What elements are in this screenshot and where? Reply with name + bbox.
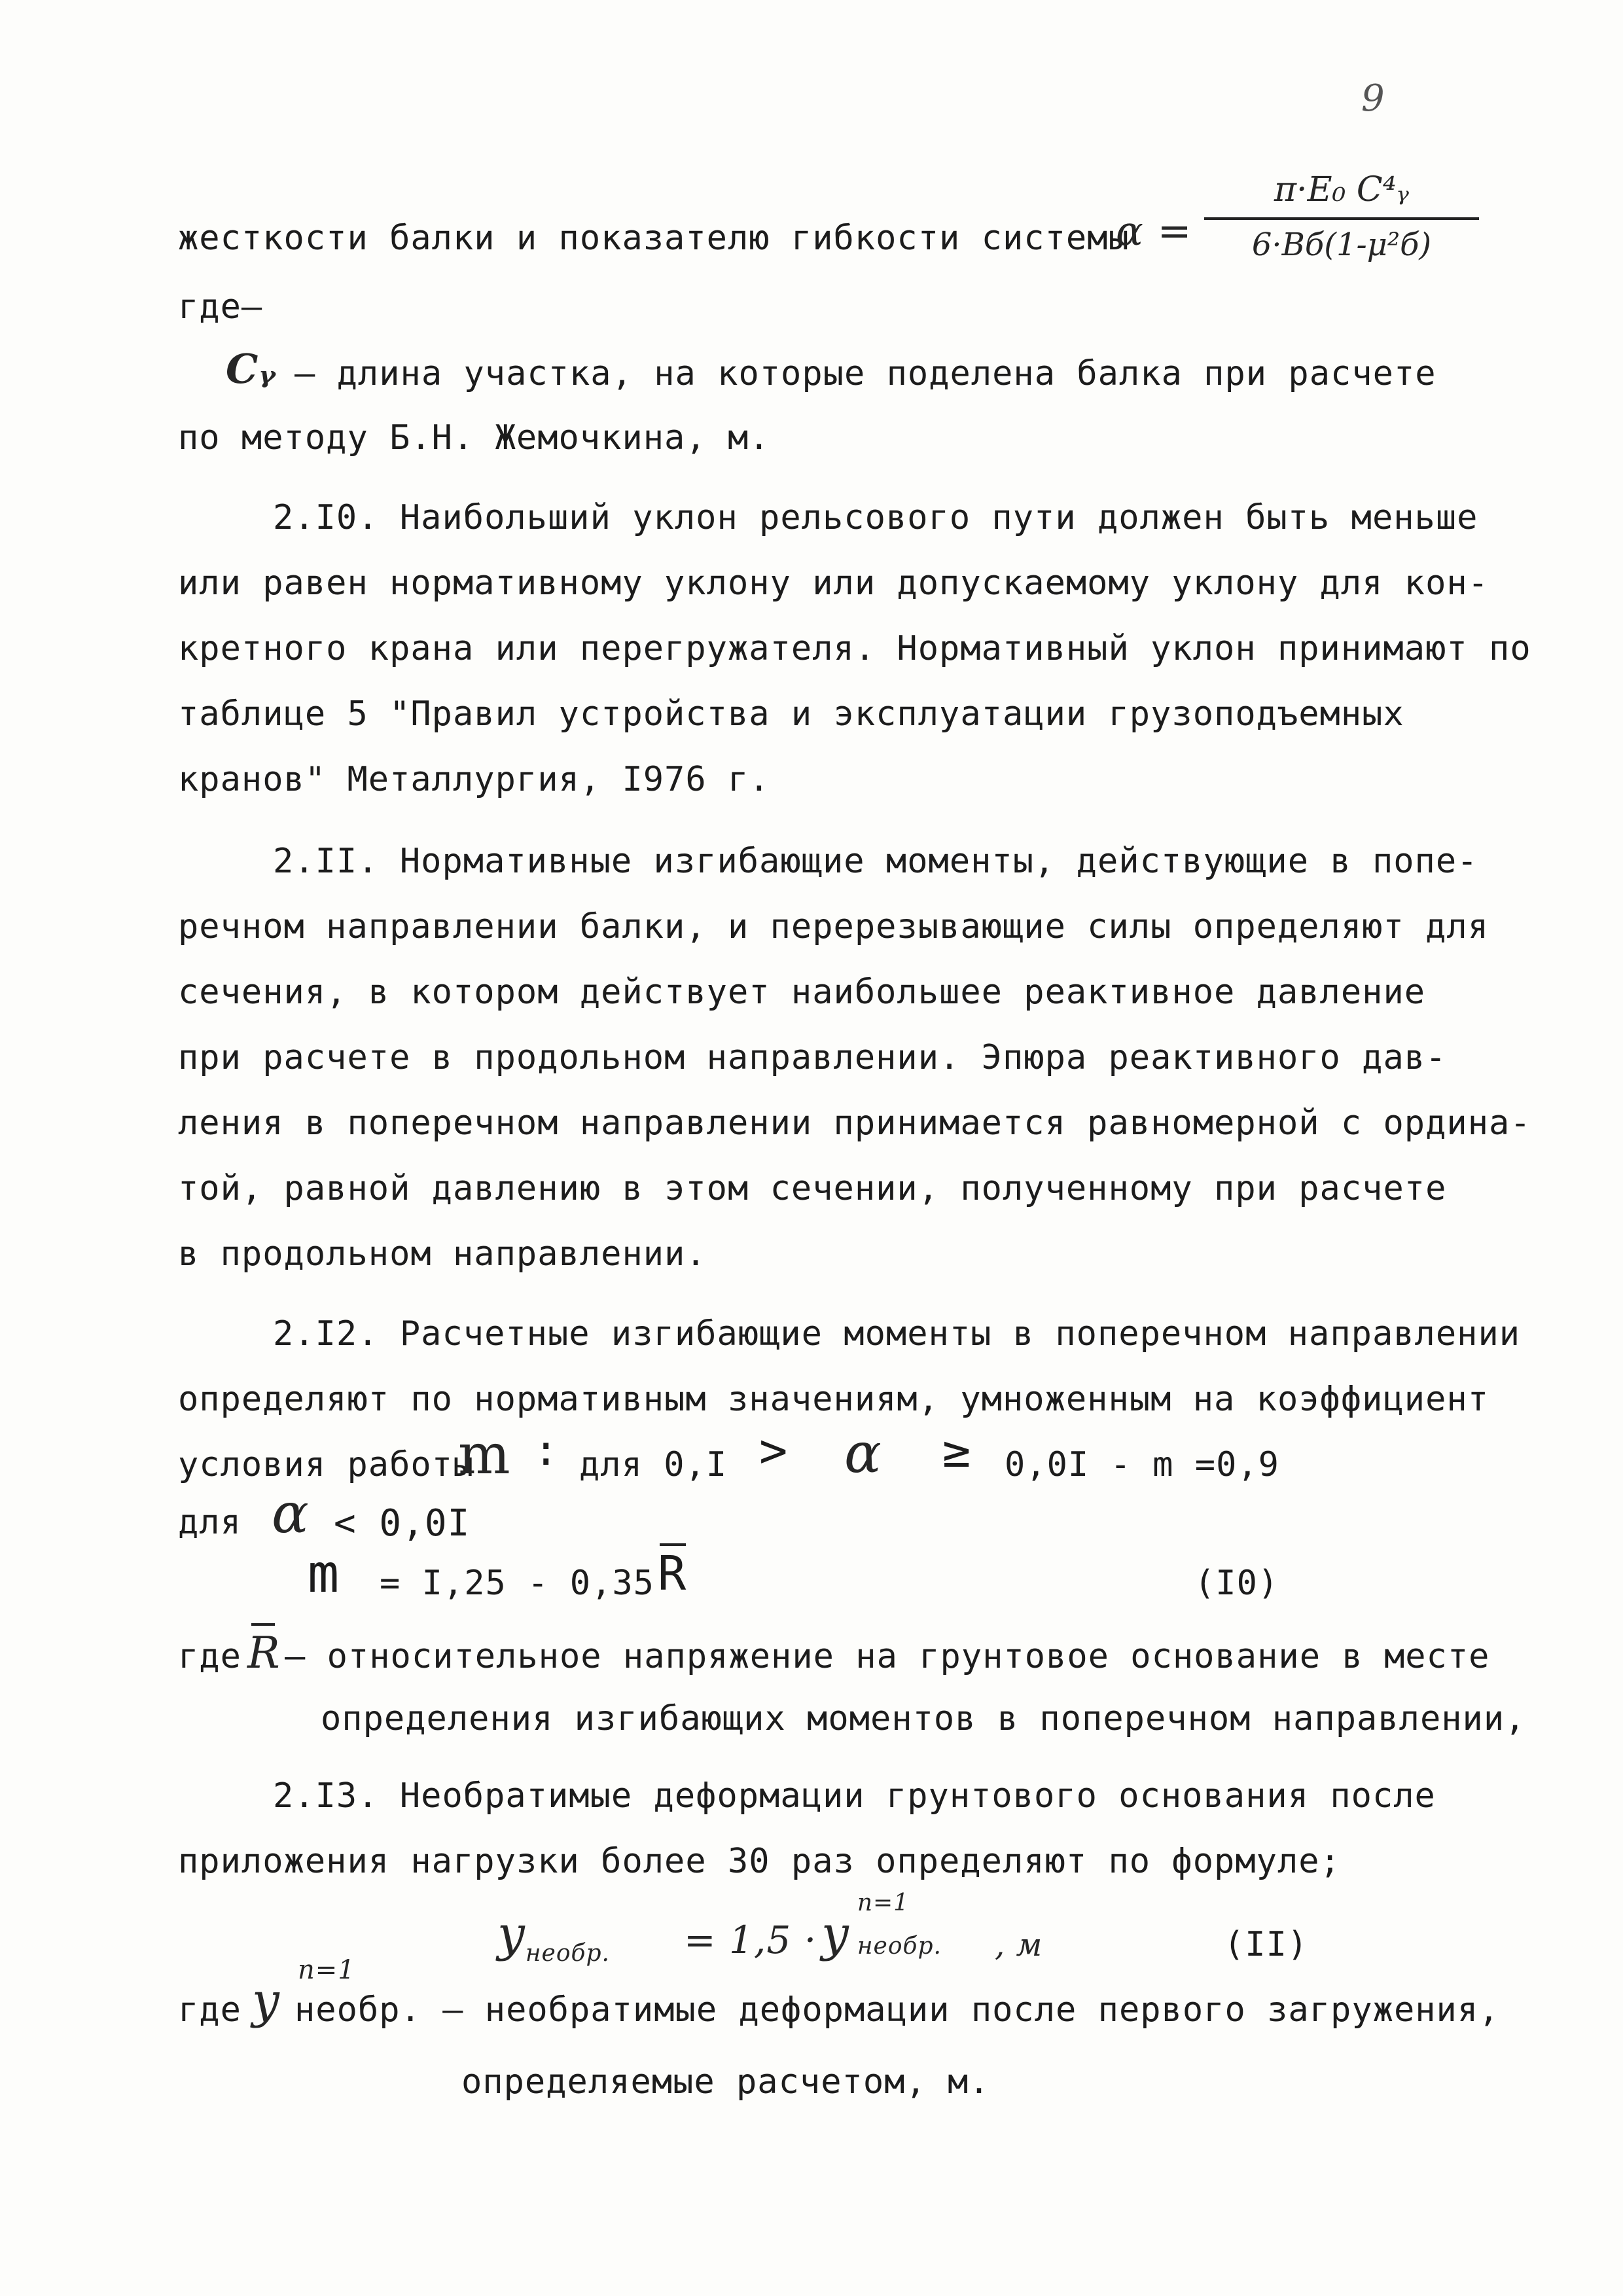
formula11-rhs-symbol: y (821, 1906, 849, 1962)
formula11-eq: = 1,5 · (684, 1918, 817, 1962)
cond2-alpha: α (272, 1481, 310, 1545)
alpha-formula-lhs: α = (1116, 207, 1192, 255)
formula11-rhs-subscript: необр. (857, 1933, 942, 1960)
cond1-m: m (458, 1422, 511, 1486)
cond1-text: для 0,I (579, 1445, 728, 1484)
p211-line-5: ления в поперечном направлении принимается равномерной с ордина- (178, 1103, 1531, 1143)
intro-line-1: жесткости балки и показателю гибкости системы (178, 219, 1130, 258)
p213-where-text-1: необр. – необратимые деформации после первого загружения, (294, 1990, 1500, 2030)
cond2-prefix: для (178, 1503, 241, 1542)
cond1-ge: ≥ (942, 1423, 972, 1478)
p211-line-4: при расчете в продольном направлении. Эпюра реактивного дав- (178, 1038, 1447, 1077)
p210-line-3: кретного крана или перегружателя. Нормативный уклон принимают по (178, 629, 1531, 668)
p213-where-superscript: n=1 (298, 1955, 355, 1985)
p213-where-prefix: где (178, 1990, 241, 2030)
cond1-rest: 0,0I - m =0,9 (1005, 1445, 1279, 1484)
formula11-unit: , м (995, 1927, 1043, 1964)
p213-line-2: приложения нагрузки более 30 раз определяют по формуле; (178, 1842, 1341, 1881)
p211-line-7: в продольном направлении. (178, 1234, 707, 1274)
p213-where-symbol: y (252, 1973, 280, 2029)
p212-where-text-2: определения изгибающих моментов в поперечном направлении, (321, 1699, 1526, 1738)
p212-where-prefix: где (178, 1637, 241, 1676)
p213-line-1: 2.I3. Необратимые деформации грунтового основания после (273, 1776, 1436, 1816)
formula10-r: R (658, 1546, 687, 1601)
formula11-lhs (497, 1906, 610, 1967)
alpha-formula-fraction (1204, 170, 1479, 263)
cy-symbol: Cᵧ (226, 345, 277, 393)
formula11-number: (II) (1224, 1925, 1309, 1964)
page-number: 9 (1361, 77, 1385, 120)
p212-where-text-1: – относительное напряжение на грунтовое основание в месте (285, 1637, 1490, 1676)
alpha-formula-denominator: 6·Bб(1-μ²б) (1251, 226, 1432, 263)
p213-where-text-2: определяемые расчетом, м. (461, 2062, 990, 2102)
cy-definition-1: – длина участка, на которые поделена балка при расчете (294, 354, 1436, 393)
p212-line-2: определяют по нормативным значениям, умноженным на коэффициент (178, 1380, 1489, 1419)
cond1-prefix: условия работы (178, 1445, 474, 1484)
p211-line-2: речном направлении балки, и перерезывающие силы определяют для (178, 907, 1489, 946)
alpha-formula-numerator: π·E₀ C⁴ᵧ (1204, 170, 1479, 220)
p210-line-5: кранов" Металлургия, I976 г. (178, 760, 770, 799)
p210-line-1: 2.I0. Наибольший уклон рельсового пути должен быть меньше (273, 498, 1478, 537)
p210-line-2: или равен нормативному уклону или допускаемому уклону для кон- (178, 564, 1489, 603)
p211-line-3: сечения, в котором действует наибольшее реактивное давление (178, 973, 1426, 1012)
formula10-m: m (308, 1543, 340, 1604)
formula11-rhs-superscript: n=1 (857, 1890, 910, 1916)
cond1-alpha: α (844, 1421, 882, 1485)
formula11-lhs-symbol: y (497, 1906, 526, 1962)
cond1-gt: > (759, 1423, 789, 1478)
p210-line-4: таблице 5 "Правил устройства и эксплуатации грузоподъемных (178, 694, 1404, 734)
cy-definition-2: по методу Б.Н. Жемочкина, м. (178, 418, 770, 457)
p212-where-r-bar (251, 1623, 275, 1626)
p211-line-1: 2.II. Нормативные изгибающие моменты, действующие в попе- (273, 842, 1478, 881)
cond2-rest: < 0,0I (334, 1502, 471, 1545)
p211-line-6: той, равной давлению в этом сечении, полученному при расчете (178, 1169, 1447, 1208)
formula10-text: = I,25 - 0,35 (380, 1564, 654, 1603)
cond1-colon: : (533, 1427, 560, 1475)
p212-line-1: 2.I2. Расчетные изгибающие моменты в поперечном направлении (273, 1314, 1521, 1354)
formula11-lhs-subscript: необр. (525, 1939, 610, 1967)
formula11-rhs (821, 1890, 987, 1962)
formula10-r-bar (660, 1543, 686, 1546)
formula10-number: (I0) (1194, 1564, 1279, 1603)
p212-where-r: R (247, 1628, 281, 1678)
intro-line-2: где– (178, 287, 263, 327)
